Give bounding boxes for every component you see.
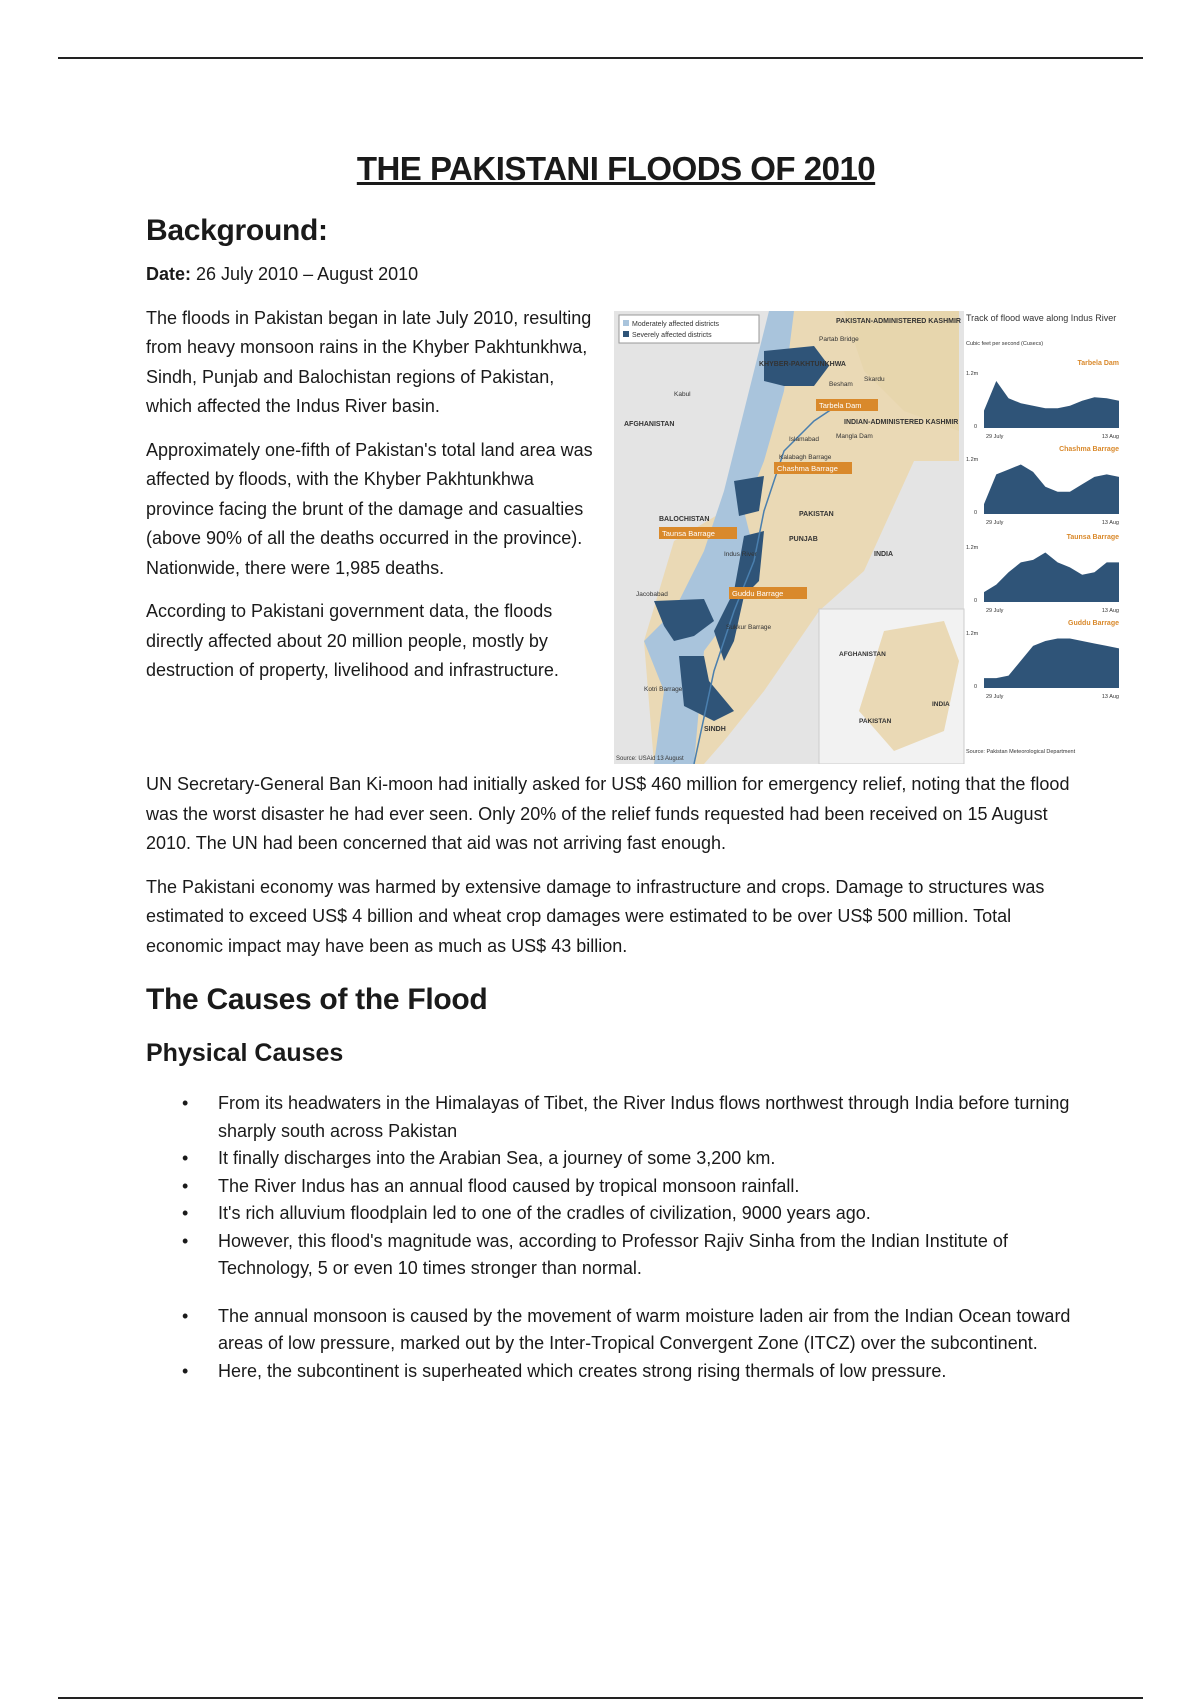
map-label: PAKISTAN <box>799 511 834 518</box>
map-label: PAKISTAN-ADMINISTERED KASHMIR <box>836 318 961 325</box>
flood-map <box>614 311 1122 764</box>
physical-causes-heading: Physical Causes <box>146 1039 344 1067</box>
date-line <box>146 260 1086 290</box>
list-item <box>146 1228 1086 1283</box>
bullet-text: However, this flood's magnitude was, according to Professor Rajiv Sinha from the Indian Institute of Technology, 5 or even 10 times stronger than normal. <box>218 1230 1008 1278</box>
bullet-text: It's rich alluvium floodplain led to one of the cradles of civilization, 9000 years ago. <box>218 1203 871 1223</box>
map-label: PAKISTAN <box>859 718 892 725</box>
paragraph: The Pakistani economy was harmed by extensive damage to infrastructure and crops. Damage to structures was estimated to exceed US$ 4 billion and wheat crop damages were estimated to be over US$ 500 million. Total economic impact may have been as much as US$ 43 billion. <box>146 876 1045 956</box>
map-label: AFGHANISTAN <box>839 651 886 658</box>
bullet-list <box>146 1090 1086 1283</box>
map-label: Kotri Barrage <box>644 686 683 693</box>
list-item <box>146 1200 1086 1228</box>
list-item <box>146 1173 1086 1201</box>
y-tick: 0 <box>974 424 978 430</box>
map-label: Skardu <box>864 376 885 383</box>
map-label: Mangla Dam <box>836 433 873 440</box>
bullet-icon: • <box>182 1360 189 1381</box>
x-tick: 13 Aug <box>1101 694 1119 700</box>
paragraph: The floods in Pakistan began in late July 2010, resulting from heavy monsoon rains in the Khyber Pakhtunkhwa, Sindh, Punjab and Balochistan regions of Pakistan, which affected the Indus River basin. <box>146 307 592 416</box>
header-rule <box>58 57 1143 59</box>
y-tick: 1.2m <box>966 457 979 463</box>
x-tick: 29 July <box>986 694 1004 700</box>
bullet-icon: • <box>182 1203 189 1223</box>
paragraph: UN Secretary-General Ban Ki-moon had initially asked for US$ 460 million for emergency relief, noting that the flood was the worst disaster he had ever seen. Only 20% of the relief funds requested had been received on 15 August 2010. The UN had been concerned that aid was not arriving fast enough. <box>146 774 1070 853</box>
barrage-label: Chashma Barrage <box>777 464 838 473</box>
bullet-icon: • <box>182 1093 189 1113</box>
bullet-list <box>146 1303 1086 1386</box>
chart-series-title: Guddu Barrage <box>1068 620 1119 627</box>
list-item <box>146 1145 1086 1173</box>
y-tick: 1.2m <box>966 631 979 637</box>
list-item <box>146 1358 1086 1386</box>
bullet-text: From its headwaters in the Himalayas of Tibet, the River Indus flows northwest through India before turning sharply south across Pakistan <box>218 1093 1070 1141</box>
legend-severe-label: Severely affected districts <box>632 332 712 339</box>
map-label: Source: USAid 13 August <box>616 756 684 762</box>
y-tick: 0 <box>974 684 978 690</box>
chart-series-title: Tarbela Dam <box>1077 360 1119 367</box>
flood-map-figure <box>614 311 1122 764</box>
bullet-text: Here, the subcontinent is superheated which creates strong rising thermals of low pressure. <box>218 1360 947 1381</box>
map-label: Jacobabad <box>636 591 668 598</box>
causes-heading: The Causes of the Flood <box>146 983 488 1016</box>
x-tick: 13 Aug <box>1101 520 1119 526</box>
map-label: INDIA <box>932 701 950 708</box>
map-label: Sukkur Barrage <box>726 624 772 631</box>
x-tick: 13 Aug <box>1101 608 1119 614</box>
paragraph: According to Pakistani government data, the floods directly affected about 20 million people, mostly by destruction of property, livelihood and infrastructure. <box>146 601 559 680</box>
legend-severe-swatch <box>623 331 629 337</box>
barrage-label: Guddu Barrage <box>732 589 784 598</box>
bullet-icon: • <box>182 1230 189 1251</box>
list-item <box>146 1090 1086 1145</box>
bullet-icon: • <box>182 1148 189 1168</box>
legend-moderate-label: Moderately affected districts <box>632 321 720 328</box>
list-item <box>146 1303 1086 1358</box>
map-label: PUNJAB <box>789 536 818 543</box>
background-heading: Background: <box>146 214 328 247</box>
map-label: SINDH <box>704 726 726 733</box>
map-label: Kalabagh Barrage <box>779 454 832 461</box>
bullet-text: It finally discharges into the Arabian Sea, a journey of some 3,200 km. <box>218 1148 776 1168</box>
x-tick: 13 Aug <box>1101 434 1119 440</box>
chart-series-title: Chashma Barrage <box>1059 446 1119 453</box>
content <box>146 214 1119 1385</box>
chart-series-title: Taunsa Barrage <box>1066 534 1119 541</box>
bullet-icon: • <box>182 1175 189 1196</box>
y-tick: 1.2m <box>966 545 979 551</box>
x-tick: 29 July <box>986 608 1004 614</box>
legend-moderate-swatch <box>623 320 629 326</box>
page-title: THE PAKISTANI FLOODS OF 2010 <box>356 150 876 187</box>
bullet-icon: • <box>182 1305 189 1326</box>
x-tick: 29 July <box>986 434 1004 440</box>
chart-unit: Cubic feet per second (Cusecs) <box>966 341 1044 347</box>
bullet-text: The annual monsoon is caused by the movement of warm moisture laden air from the Indian Ocean toward areas of low pressure, marked out by the Inter-Tropical Convergent Zone (ITCZ) over the subcontinent. <box>218 1305 1071 1353</box>
y-tick: 0 <box>974 598 978 604</box>
map-label: AFGHANISTAN <box>624 421 675 428</box>
map-label: Partab Bridge <box>819 336 859 343</box>
barrage-label: Taunsa Barrage <box>662 529 715 538</box>
map-label: INDIAN-ADMINISTERED KASHMIR <box>844 419 959 426</box>
map-label: KHYBER-PAKHTUNKHWA <box>759 361 846 368</box>
chart-title: Track of flood wave along Indus River <box>966 313 1117 323</box>
paragraph: Approximately one-fifth of Pakistan's total land area was affected by floods, with the Khyber Pakhtunkhwa province facing the brunt of the damage and casualties (above 90% of all the deaths occurred in the province). Nationwide, there were 1,985 deaths. <box>146 439 593 578</box>
footer-rule <box>58 1697 1143 1699</box>
map-label: Besham <box>829 381 853 388</box>
y-tick: 0 <box>974 510 978 516</box>
date-label: Date: <box>146 264 192 284</box>
map-label: Islamabad <box>789 436 819 443</box>
map-label: INDIA <box>874 551 894 558</box>
map-label: Indus River <box>724 551 757 558</box>
chart-source: Source: Pakistan Meteorological Department <box>966 749 1076 755</box>
bullet-text: The River Indus has an annual flood caused by tropical monsoon rainfall. <box>218 1175 800 1196</box>
barrage-label: Tarbela Dam <box>819 401 862 410</box>
map-label: Kabul <box>674 391 691 398</box>
y-tick: 1.2m <box>966 371 979 377</box>
x-tick: 29 July <box>986 520 1004 526</box>
map-label: BALOCHISTAN <box>659 516 710 523</box>
date-value: 26 July 2010 – August 2010 <box>191 264 419 284</box>
